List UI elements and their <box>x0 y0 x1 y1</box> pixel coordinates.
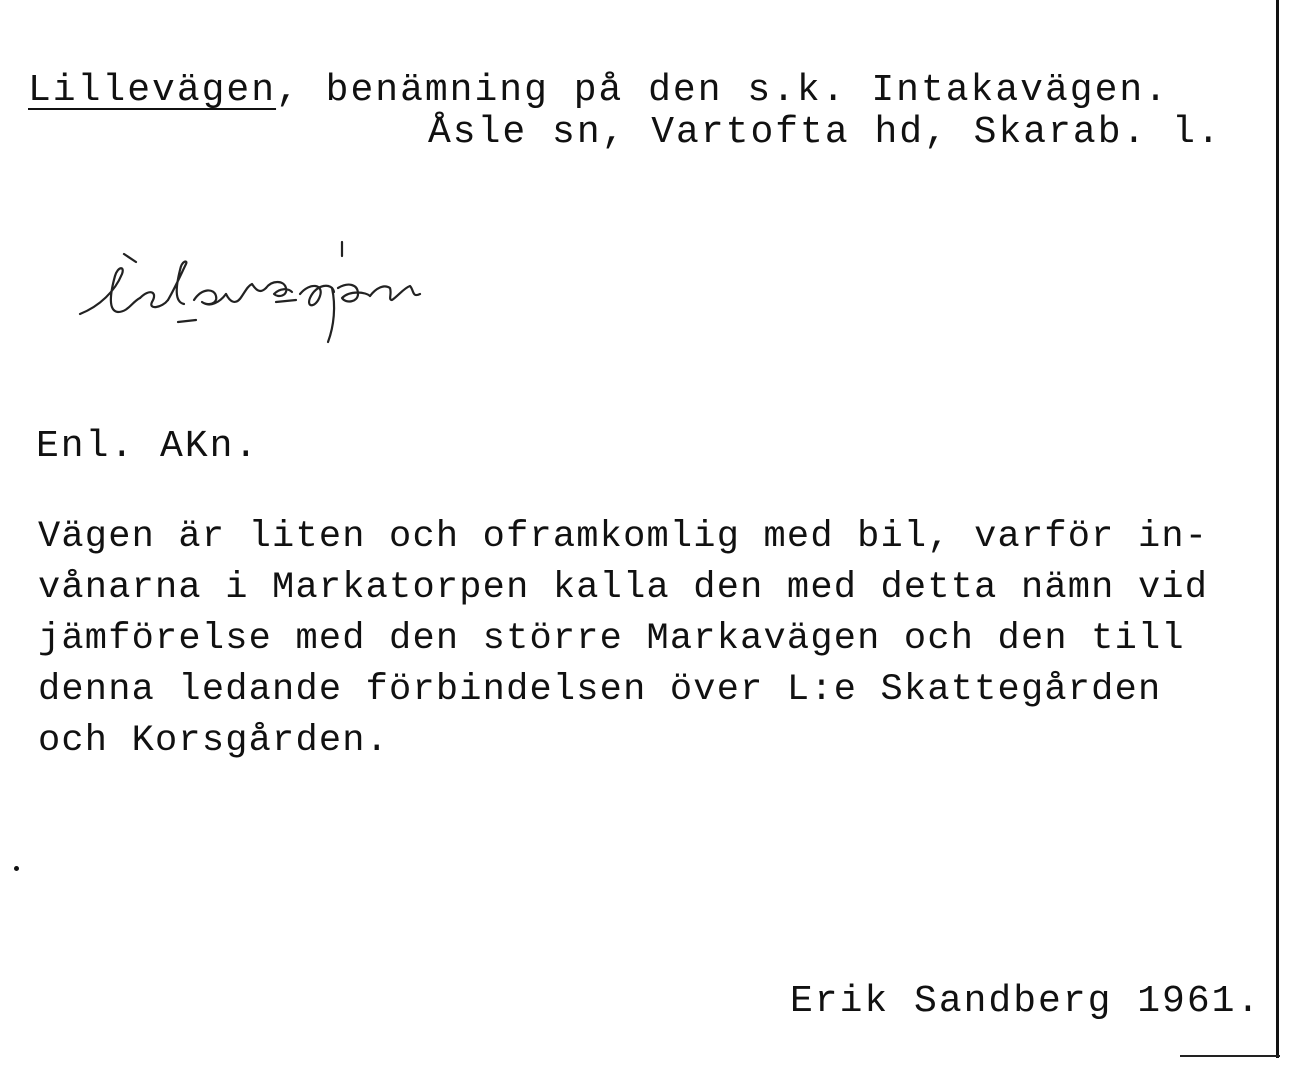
description <box>38 512 1274 767</box>
card-right-edge <box>1276 0 1279 1058</box>
card-bottom-edge <box>1180 1055 1280 1057</box>
signature: Erik Sandberg 1961. <box>790 980 1262 1023</box>
title-line <box>28 69 1169 112</box>
headword: Lillevägen <box>28 69 277 112</box>
ink-speck <box>14 866 19 871</box>
location-line: Åsle sn, Vartofta hd, Skarab. l. <box>428 111 1222 154</box>
handwritten-pronunciation <box>70 236 510 356</box>
description-line: denna ledande förbindelsen över L:e Skattegården <box>38 669 1162 711</box>
handwritten-text: lèləvä̧gən <box>70 352 81 355</box>
description-line: Vägen är liten och oframkomlig med bil, varför in- <box>38 516 1209 558</box>
description-line: vånarna i Markatorpen kalla den med detta nämn vid <box>38 567 1209 609</box>
description-line: och Korsgården. <box>38 720 390 762</box>
source-note: Enl. AKn. <box>36 425 260 468</box>
title-rest: , benämning på den s.k. Intakavägen. <box>276 69 1169 112</box>
description-line: jämförelse med den större Markavägen och den till <box>38 618 1185 660</box>
